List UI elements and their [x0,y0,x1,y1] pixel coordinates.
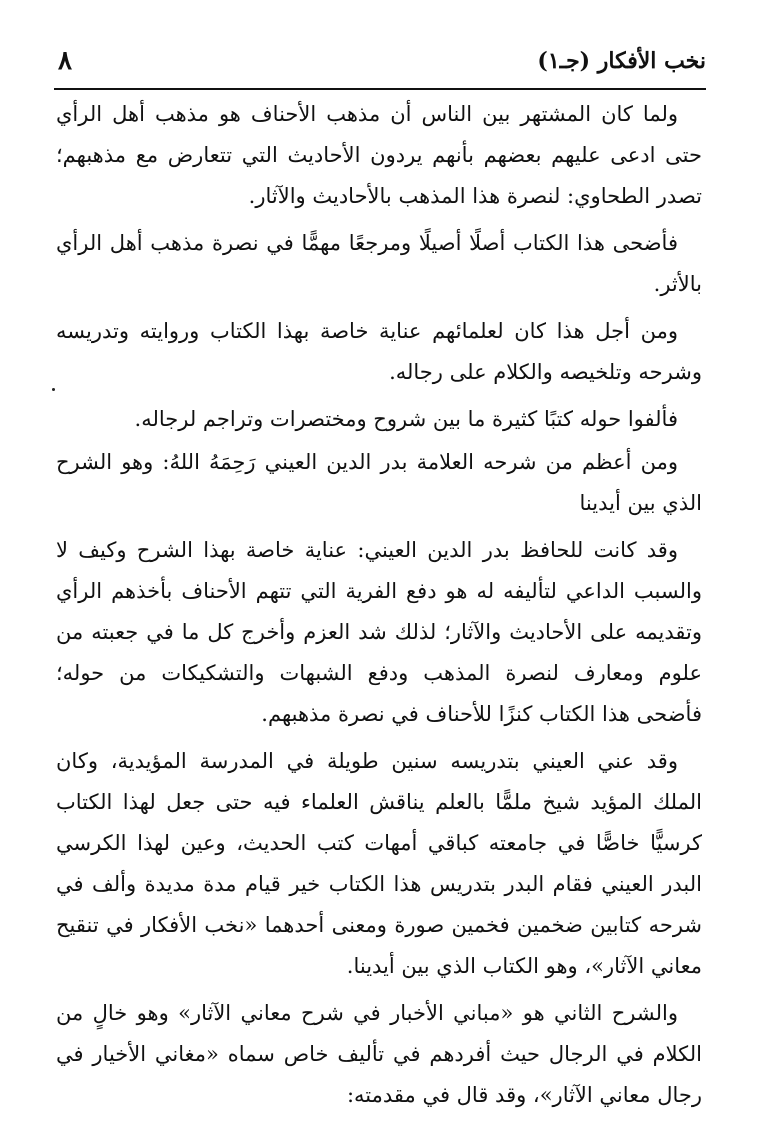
running-header-title: نخب الأفكار (جـ١) [537,48,706,74]
paragraph-ahnaf-ray: ولما كان المشتهر بين الناس أن مذهب الأحناف هو مذهب أهل الرأي حتى ادعى عليهم بعضهم بأنهم يردون الأحاديث التي تتعارض مع مذهبهم؛ تصدر الطحاوي: لنصرة هذا المذهب بالأحاديث والآثار. [56,102,702,208]
stray-ink-dot [52,388,55,391]
body-text [56,94,702,1122]
paragraph-tadris-muayyadiyya: وقد عني العيني بتدريسه سنين طويلة في المدرسة المؤيدية، وكان الملك المؤيد شيخ ملمًّا بالعلم يناقش العلماء فيه حتى جعل لهذا الكتاب كرسيًّا خاصًّا في جامعته كباقي أمهات كتب الحديث، وعين لهذا الكرسي البدر العيني فقام البدر بتدريس هذا الكتاب خير قيام مدة مديدة وألف في شرحه كتابين ضخمين فخمين صورة ومعنى أحدهما «نخب الأفكار في تنقيح معاني الآثار»، وهو الكتاب الذي بين أيدينا. [56,749,702,978]
paragraph-sharh-thani: والشرح الثاني هو «مباني الأخبار في شرح معاني الآثار» وهو خالٍ من الكلام في الرجال حيث أفردهم في تأليف خاص سماه «مغاني الأخيار في رجال معاني الآثار»، وقد قال في مقدمته: [56,1001,702,1107]
paragraph-sharh-aini: ومن أعظم من شرحه العلامة بدر الدين العيني رَحِمَهُ اللهُ: وهو الشرح الذي بين أيدينا [56,450,702,515]
paragraph-kutub-kathira: فألفوا حوله كتبًا كثيرة ما بين شروح ومختصرات وتراجم لرجاله. [134,407,678,431]
paragraph-asl-aseel: فأضحى هذا الكتاب أصلًا أصيلًا ومرجعًا مهمًّا في نصرة مذهب أهل الرأي بالأثر. [56,231,702,296]
running-header [54,42,706,82]
paragraph-inaya-ulama: ومن أجل هذا كان لعلمائهم عناية خاصة بهذا الكتاب وروايته وتدريسه وشرحه وتلخيصه والكلام على رجاله. [56,319,702,384]
page-number: ٨ [58,46,72,76]
header-divider [54,88,706,90]
paragraph-inaya-hafiz: وقد كانت للحافظ بدر الدين العيني: عناية خاصة بهذا الشرح وكيف لا والسبب الداعي لتأليفه له هو دفع الفرية التي تتهم الأحناف بأخذهم الرأي وتقديمه على الأحاديث والآثار؛ لذلك شد العزم وأخرج كل ما في جعبته من علوم ومعارف لنصرة المذهب ودفع الشبهات والتشكيكات من حوله؛ فأضحى هذا الكتاب كنزًا للأحناف في نصرة مذهبهم. [56,538,702,726]
